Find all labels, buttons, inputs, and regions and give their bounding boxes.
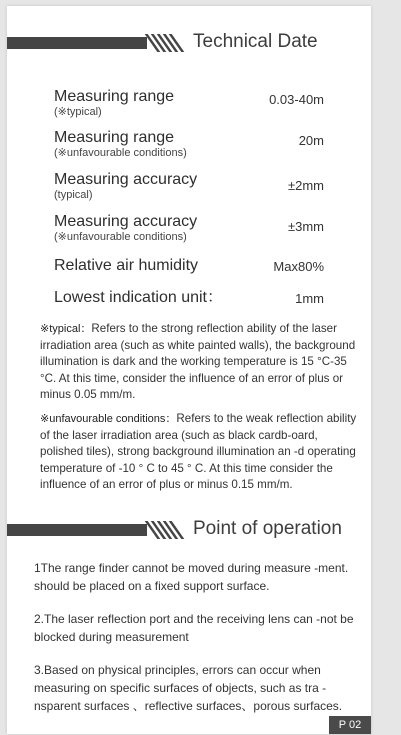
header-bar [7,37,147,49]
spec-row [54,171,324,202]
spec-row [54,88,324,119]
spec-value: 20m [298,133,324,148]
spec-label: Relative air humidity [54,257,199,274]
spec-row [54,213,324,244]
typical-note [40,321,358,404]
operation-item: 3.Based on physical principles, errors can occur when measuring on specific surfaces of objects, such as tra -nsparent surfaces 、reflective surfaces、porous surfaces. [34,663,343,713]
spec-label: Measuring range [54,88,175,105]
note-key: ※typical： [40,323,92,335]
spec-label: Measuring accuracy [54,171,198,188]
note-key: ※unfavourable conditions： [40,413,177,425]
spec-label: Measuring accuracy [54,213,198,230]
spec-value: 1mm [295,291,324,306]
section-title: Point of operation [193,518,342,539]
header-bar [7,524,147,536]
manual-page [7,6,371,734]
unfavourable-note [40,411,358,494]
spec-row [54,257,324,275]
point-of-operation-header [7,518,371,542]
spec-sub: (※typical) [54,106,102,118]
spec-label: Measuring range [54,129,175,146]
header-stripes-icon [151,521,179,539]
operation-item: 2.The laser reflection port and the receiving lens can -not be blocked during measurement [34,612,354,644]
spec-value: 0.03-40m [269,92,324,107]
spec-label: Lowest indication unit： [54,289,223,306]
technical-date-header [7,31,371,55]
page-number: P 02 [329,716,371,734]
spec-value: ±3mm [287,219,324,234]
spec-sub: (※unfavourable conditions) [54,147,187,159]
spec-row [54,129,324,160]
operation-item: 1The range finder cannot be moved during measure -ment. should be placed on a fixed support surface. [34,561,349,593]
section-title: Technical Date [193,31,318,52]
spec-value: Max80% [273,259,324,274]
note-text: Refers to the weak reflection ability of the laser irradiation area (such as black cardb-oard, polished tiles), strong background illumination an -d operating temperature of -10 ° C to 45 ° C. At this time consider the influence of an error of plus or minus 0.15 mm/m. [40,412,357,491]
note-text: Refers to the strong reflection ability of the laser irradiation area (such as white painted walls), the background illumination is dark and the working temperature is 15 °C-35 °C. At this time, consider the influence of an error of plus or minus 0.05 mm/m. [40,322,356,401]
header-stripes-icon [151,34,179,52]
spec-sub: (※unfavourable conditions) [54,231,187,243]
spec-value: ±2mm [287,178,324,193]
spec-row [54,289,324,307]
spec-sub: (typical) [54,189,93,201]
